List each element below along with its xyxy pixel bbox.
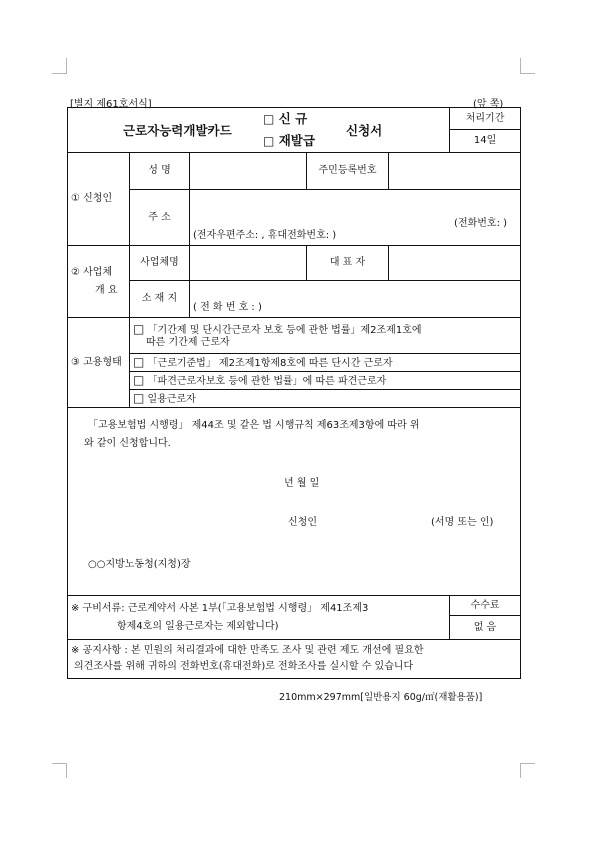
crop-mark [520, 73, 535, 74]
option-label: 「기간제 및 단시간근로자 보호 등에 관한 법률」제2조제1호에 [147, 324, 422, 336]
statement-line1: 「고용보험법 시행령」 제44조 및 같은 법 시행규칙 제63조제3항에 따라 위 [88, 420, 420, 431]
section-applicant: ① 신청인 [68, 153, 130, 246]
crop-mark [52, 763, 67, 764]
sign-or-seal: (서명 또는 인) [431, 517, 494, 528]
section-business-line2: 개 요 [95, 284, 118, 296]
recipient: ○○지방노동청(지청)장 [88, 559, 191, 570]
rrn-field[interactable] [389, 153, 521, 190]
page-side-label: (앞 쪽) [473, 99, 504, 110]
checkbox-icon[interactable]: □ [263, 112, 275, 126]
form-number: [별지 제61호서식] [70, 99, 152, 110]
employment-option-daily[interactable] [130, 390, 521, 408]
notice-line1: ※ 공지사항 : 본 민원의 처리결과에 대한 만족도 조사 및 관련 제도 개선에 필요한 [71, 645, 424, 656]
employment-option-fixed-term[interactable] [130, 318, 521, 354]
location-label: 소 재 지 [130, 281, 190, 318]
address-field[interactable] [190, 190, 521, 246]
option-label: 일용근로자 [147, 393, 196, 405]
crop-mark [52, 73, 67, 74]
section-business [68, 246, 130, 318]
card-name: 근로자능력개발카드 [123, 123, 232, 138]
required-documents-line2: 항제4호의 일용근로자는 제외합니다) [117, 620, 279, 632]
statement-area [68, 408, 521, 596]
checkbox-icon[interactable]: □ [133, 372, 145, 387]
option-label: 「파견근로자보호 등에 관한 법률」에 따른 파견근로자 [147, 375, 387, 387]
fee-value: 없 음 [450, 616, 521, 640]
checkbox-icon[interactable]: □ [263, 134, 275, 148]
phone-line: (전화번호: ) [454, 218, 508, 229]
application-form [67, 107, 521, 679]
option-reissue [263, 135, 315, 147]
rrn-label: 주민등록번호 [307, 153, 389, 190]
crop-mark [520, 763, 535, 764]
name-field[interactable] [190, 153, 307, 190]
applicant-sign-label: 신청인 [288, 517, 317, 528]
processing-period-label: 처리기간 [450, 108, 521, 130]
business-name-label: 사업체명 [130, 246, 190, 281]
employment-option-dispatched[interactable] [130, 372, 521, 390]
option-new-label: 신 규 [278, 111, 308, 126]
processing-period-value: 14일 [450, 130, 521, 153]
crop-mark [66, 763, 67, 778]
address-label: 주 소 [130, 190, 190, 246]
representative-label: 대 표 자 [307, 246, 389, 281]
checkbox-icon[interactable]: □ [133, 354, 145, 369]
crop-mark [520, 763, 521, 778]
fee-label: 수수료 [450, 596, 521, 616]
required-documents-line1: ※ 구비서류: 근로계약서 사본 1부(「고용보험법 시행령」 제41조제3 [71, 602, 369, 614]
email-mobile-line: (전자우편주소: , 휴대전화번호: ) [193, 230, 337, 241]
name-label: 성 명 [130, 153, 190, 190]
paper-spec: 210mm×297mm[일반용지 60g/㎡(재활용품)] [279, 692, 483, 703]
section-employment-type: ③ 고용형태 [68, 318, 130, 408]
crop-mark [520, 58, 521, 73]
statement-line2: 와 같이 신청합니다. [84, 438, 171, 449]
crop-mark [66, 58, 67, 73]
employment-option-part-time[interactable] [130, 354, 521, 372]
notice [68, 640, 521, 679]
section-business-line1: ② 사업체 [71, 266, 113, 278]
title-suffix: 신청서 [346, 123, 383, 138]
checkbox-icon[interactable]: □ [133, 390, 145, 405]
location-field[interactable] [190, 281, 521, 318]
representative-field[interactable] [389, 246, 521, 281]
date-line: 년 월 일 [284, 478, 320, 489]
checkbox-icon[interactable]: □ [133, 321, 145, 336]
option-label: 「근로기준법」 제2조제1항제8호에 따른 단시간 근로자 [147, 357, 393, 369]
form-title [68, 108, 450, 153]
business-name-field[interactable] [190, 246, 307, 281]
business-phone-line: ( 전 화 번 호 : ) [193, 302, 262, 313]
option-label-continued: 따른 기간제 근로자 [146, 336, 230, 348]
option-reissue-label: 재발급 [278, 133, 315, 148]
option-new [263, 113, 307, 125]
notice-line2: 의견조사를 위해 귀하의 전화번호(휴대전화)로 전화조사를 실시할 수 있습니다 [74, 661, 414, 672]
required-documents [68, 596, 450, 640]
